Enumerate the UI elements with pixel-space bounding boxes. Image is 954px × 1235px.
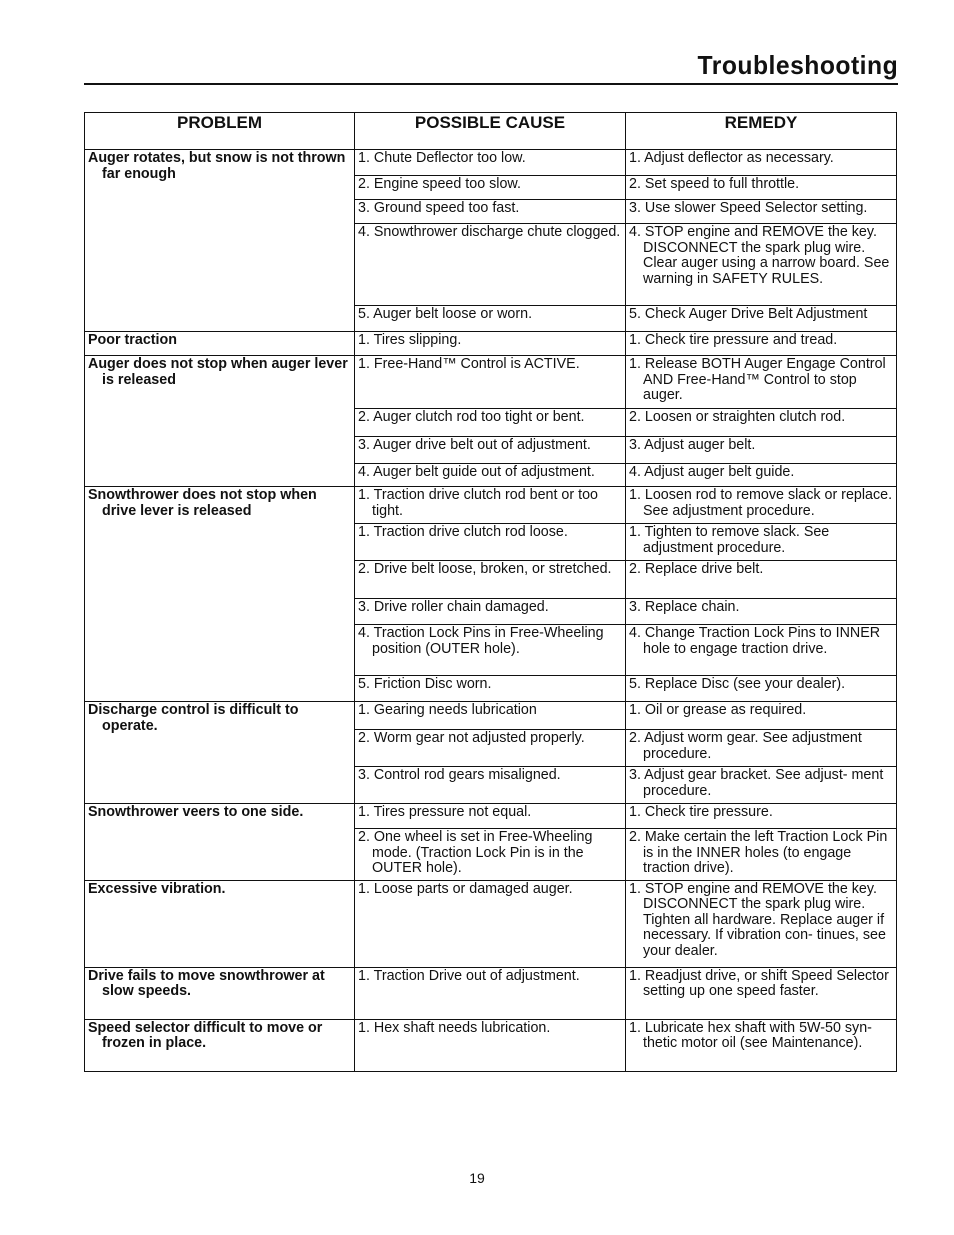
problem-cell <box>85 967 355 1019</box>
remedy-cell <box>626 437 897 464</box>
cause-text: 2. One wheel is set in Free-Wheeling mode. (Traction Lock Pin is in the OUTER hole). <box>358 829 593 876</box>
problem-text: Snowthrower veers to one side. <box>88 804 304 820</box>
remedy-text: 4. Change Traction Lock Pins to INNER hole to engage traction drive. <box>629 625 881 657</box>
cause-cell <box>355 150 626 176</box>
cause-text: 1. Gearing needs lubrication <box>358 702 537 718</box>
table-row <box>85 880 897 967</box>
table-body <box>85 150 897 1072</box>
remedy-cell <box>626 356 897 409</box>
problem-text: Speed selector difficult to move or frozen in place. <box>88 1019 323 1051</box>
table-row <box>85 487 897 524</box>
cause-cell <box>355 306 626 332</box>
remedy-cell <box>626 464 897 487</box>
remedy-text: 4. Adjust auger belt guide. <box>629 464 795 480</box>
cause-cell <box>355 464 626 487</box>
cause-cell <box>355 880 626 967</box>
problem-cell <box>85 356 355 487</box>
problem-cell <box>85 487 355 702</box>
remedy-text: 5. Check Auger Drive Belt Adjustment <box>629 306 868 322</box>
cause-cell <box>355 829 626 881</box>
remedy-text: 1. Tighten to remove slack. See adjustment procedure. <box>629 524 830 556</box>
remedy-text: 3. Adjust gear bracket. See adjust- ment procedure. <box>629 767 884 799</box>
remedy-cell <box>626 176 897 200</box>
cause-text: 2. Auger clutch rod too tight or bent. <box>358 409 585 425</box>
remedy-cell <box>626 599 897 625</box>
cause-cell <box>355 409 626 437</box>
cause-cell <box>355 524 626 561</box>
cause-cell <box>355 967 626 1019</box>
problem-text: Excessive vibration. <box>88 880 226 897</box>
page-title: Troubleshooting <box>697 50 898 80</box>
remedy-text: 2. Replace drive belt. <box>629 561 764 577</box>
cause-text: 2. Engine speed too slow. <box>358 176 521 192</box>
cause-cell <box>355 625 626 676</box>
problem-cell <box>85 332 355 356</box>
cause-text: 3. Drive roller chain damaged. <box>358 599 549 615</box>
table-row <box>85 150 897 176</box>
remedy-cell <box>626 676 897 702</box>
remedy-cell <box>626 200 897 224</box>
problem-text: Discharge control is difficult to operate. <box>88 702 299 734</box>
cause-cell <box>355 224 626 306</box>
title-rule <box>84 83 898 85</box>
cause-cell <box>355 332 626 356</box>
table-row <box>85 967 897 1019</box>
cause-text: 3. Ground speed too fast. <box>358 200 520 216</box>
remedy-cell <box>626 409 897 437</box>
cause-cell <box>355 356 626 409</box>
remedy-text: 2. Loosen or straighten clutch rod. <box>629 409 846 425</box>
problem-cell <box>85 150 355 332</box>
remedy-cell <box>626 561 897 599</box>
column-header-remedy: REMEDY <box>626 113 897 150</box>
cause-cell <box>355 676 626 702</box>
troubleshooting-table <box>84 112 897 1072</box>
remedy-text: 3. Use slower Speed Selector setting. <box>629 200 868 216</box>
remedy-text: 2. Adjust worm gear. See adjustment procedure. <box>629 730 862 762</box>
cause-cell <box>355 1019 626 1071</box>
cause-cell <box>355 730 626 767</box>
problem-cell <box>85 1019 355 1071</box>
remedy-text: 3. Replace chain. <box>629 599 740 615</box>
cause-cell <box>355 767 626 804</box>
cause-text: 5. Auger belt loose or worn. <box>358 306 533 322</box>
cause-cell <box>355 437 626 464</box>
cause-text: 1. Tires slipping. <box>358 332 462 348</box>
remedy-text: 1. Lubricate hex shaft with 5W-50 syn- thetic motor oil (see Maintenance). <box>629 1019 872 1051</box>
cause-text: 1. Traction drive clutch rod bent or too tight. <box>358 487 598 519</box>
remedy-cell <box>626 625 897 676</box>
problem-cell <box>85 702 355 804</box>
column-header-possible-cause: POSSIBLE CAUSE <box>355 113 626 150</box>
page-number: 19 <box>469 1170 485 1186</box>
remedy-cell <box>626 224 897 306</box>
remedy-text: 1. Check tire pressure and tread. <box>629 332 838 348</box>
problem-text: Snowthrower does not stop when drive lever is released <box>88 487 317 519</box>
cause-cell <box>355 200 626 224</box>
cause-text: 4. Auger belt guide out of adjustment. <box>358 464 595 480</box>
cause-text: 3. Auger drive belt out of adjustment. <box>358 437 591 453</box>
remedy-text: 5. Replace Disc (see your dealer). <box>629 676 846 692</box>
table-row <box>85 1019 897 1071</box>
remedy-text: 1. Readjust drive, or shift Speed Selector setting up one speed faster. <box>629 967 889 999</box>
cause-text: 4. Traction Lock Pins in Free-Wheeling position (OUTER hole). <box>358 625 604 657</box>
table-row <box>85 332 897 356</box>
cause-cell <box>355 599 626 625</box>
remedy-cell <box>626 702 897 730</box>
problem-cell <box>85 804 355 881</box>
remedy-cell <box>626 730 897 767</box>
remedy-cell <box>626 767 897 804</box>
cause-text: 1. Hex shaft needs lubrication. <box>358 1019 551 1036</box>
cause-text: 1. Traction Drive out of adjustment. <box>358 967 580 984</box>
problem-text: Auger does not stop when auger lever is released <box>88 356 348 388</box>
cause-cell <box>355 702 626 730</box>
remedy-text: 1. Adjust deflector as necessary. <box>629 150 834 166</box>
cause-text: 2. Drive belt loose, broken, or stretched. <box>358 561 612 577</box>
cause-cell <box>355 804 626 829</box>
remedy-cell <box>626 524 897 561</box>
cause-text: 5. Friction Disc worn. <box>358 676 492 692</box>
cause-text: 1. Free-Hand™ Control is ACTIVE. <box>358 356 580 372</box>
remedy-cell <box>626 150 897 176</box>
cause-text: 1. Tires pressure not equal. <box>358 804 532 820</box>
problem-text: Drive fails to move snowthrower at slow speeds. <box>88 967 325 999</box>
table-row <box>85 804 897 829</box>
remedy-text: 4. STOP engine and REMOVE the key. DISCONNECT the spark plug wire. Clear auger using a narrow board. See warning in SAFETY RULES. <box>629 224 890 287</box>
remedy-cell <box>626 332 897 356</box>
remedy-cell <box>626 829 897 881</box>
cause-text: 1. Traction drive clutch rod loose. <box>358 524 568 540</box>
remedy-cell <box>626 487 897 524</box>
cause-cell <box>355 487 626 524</box>
cause-text: 4. Snowthrower discharge chute clogged. <box>358 224 621 240</box>
column-header-problem: PROBLEM <box>85 113 355 150</box>
remedy-cell <box>626 967 897 1019</box>
table-row <box>85 356 897 409</box>
cause-cell <box>355 176 626 200</box>
cause-text: 1. Loose parts or damaged auger. <box>358 880 573 897</box>
problem-cell <box>85 880 355 967</box>
problem-text: Auger rotates, but snow is not thrown far enough <box>88 150 346 182</box>
remedy-cell <box>626 880 897 967</box>
cause-text: 1. Chute Deflector too low. <box>358 150 526 166</box>
remedy-text: 3. Adjust auger belt. <box>629 437 756 453</box>
remedy-cell <box>626 804 897 829</box>
remedy-text: 1. Loosen rod to remove slack or replace. See adjustment procedure. <box>629 487 893 519</box>
cause-cell <box>355 561 626 599</box>
remedy-text: 1. Oil or grease as required. <box>629 702 807 718</box>
remedy-text: 1. STOP engine and REMOVE the key. DISCONNECT the spark plug wire. Tighten all hardware. Replace auger if necessary. If vibration con- tinues, see your dealer. <box>629 880 886 959</box>
cause-text: 3. Control rod gears misaligned. <box>358 767 561 783</box>
cause-text: 2. Worm gear not adjusted properly. <box>358 730 585 746</box>
remedy-text: 2. Make certain the left Traction Lock Pin is in the INNER holes (to engage traction drive). <box>629 829 888 876</box>
remedy-text: 1. Check tire pressure. <box>629 804 773 820</box>
table-row <box>85 702 897 730</box>
remedy-cell <box>626 306 897 332</box>
remedy-text: 1. Release BOTH Auger Engage Control AND Free-Hand™ Control to stop auger. <box>629 356 886 403</box>
problem-text: Poor traction <box>88 332 177 348</box>
remedy-text: 2. Set speed to full throttle. <box>629 176 800 192</box>
remedy-cell <box>626 1019 897 1071</box>
table-header-row <box>85 113 897 150</box>
